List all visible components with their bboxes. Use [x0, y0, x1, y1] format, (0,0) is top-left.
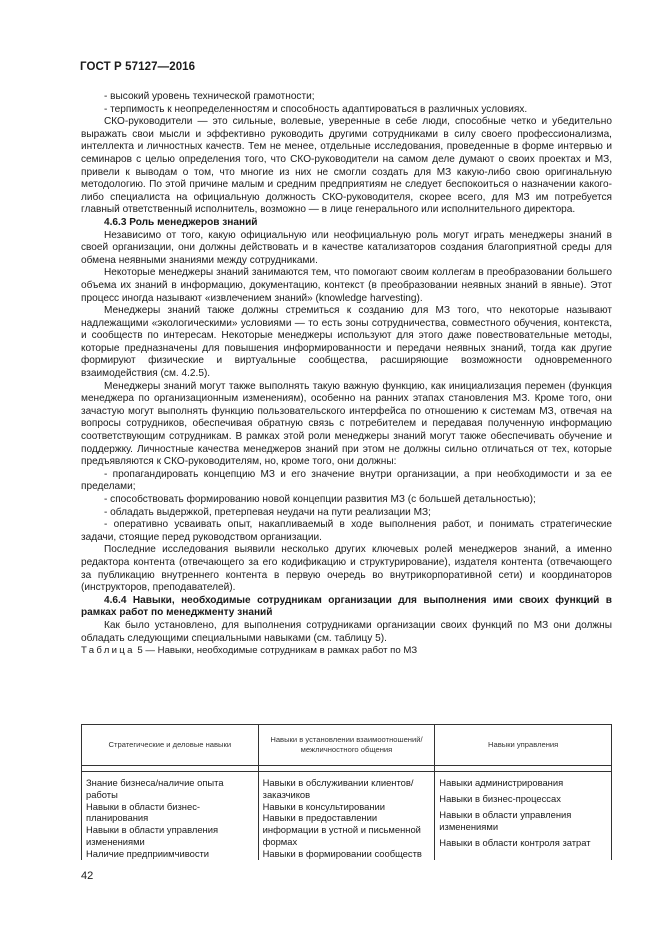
table-cell-item: Навыки в формировании сообществ — [262, 847, 422, 859]
section-heading-4-6-3: 4.6.3 Роль менеджеров знаний — [104, 216, 258, 228]
table-cell-item: Навыки администрирования — [439, 777, 564, 788]
table-caption-label: Таблица — [81, 645, 135, 657]
list-item: - оперативно усваивать опыт, накапливаемый в ходе выполнения работ, и понимать стратегические задачи, стоящие перед руководством организации. — [81, 519, 612, 543]
table-cell-item: Навыки в области управления изменениями — [86, 824, 219, 847]
table-cell-item: Навыки в бизнес-процессах — [439, 792, 561, 804]
main-text — [81, 91, 612, 658]
table-row — [82, 772, 612, 860]
table-cell-item: Наличие предприимчивости — [86, 847, 210, 859]
body-paragraph: Последние исследования выявили несколько других ключевых ролей менеджеров знаний, а именно редактора контента (отвечающего за его кодификацию и структурирование), издателя контента (отвечающего за публикацию внутреннего контента в первую очередь во внутрикорпоративной сети) и координаторов (инструкторов, преподавателей). — [81, 544, 612, 594]
body-paragraph: Менеджеры знаний также должны стремиться к созданию для МЗ того, что некоторые называют надлежащими «экологическими» условиями — то есть зоны сотрудничества, совместного обучения, контекста, и сообществ по интересам. Некоторые менеджеры используют для этого даже повествовательные методы, которые предназначены для повышения информированности и передачи неявных знаний, тогда как другие формируют физические и виртуальные сообщества, расширяющие возможности одновременного взаимодействия (см. 4.2.5). — [81, 305, 612, 380]
table-caption-text: 5 — Навыки, необходимые сотрудникам в рамках работ по МЗ — [134, 645, 418, 657]
list-item: - терпимость к неопределенностям и способность адаптироваться в различных условиях. — [104, 103, 528, 115]
table-cell-management — [435, 772, 612, 860]
table-caption — [81, 645, 612, 658]
table-cell-strategic — [82, 772, 259, 860]
table-header-row — [82, 725, 612, 766]
list-item: - высокий уровень технической грамотности; — [104, 91, 315, 102]
table-cell-interpersonal — [258, 772, 435, 860]
table-cell-item: Навыки в консультировании — [262, 800, 385, 812]
page-header-title: ГОСТ Р 57127—2016 — [80, 61, 196, 73]
body-paragraph: Менеджеры знаний могут также выполнять такую важную функцию, как инициализация перемен (функция менеджера по организационным изменениям), особенно на ранних этапах становления МЗ. Кроме того, они зачастую могут выполнять функцию пользовательского интерфейса по отношению к системам МЗ, отвечая на вопросы сотрудников, обеспечивая обратную связь с потребителем и передавая полученную информацию соответствующим сотрудникам. В рамках этой роли менеджеры знаний могут также обеспечивать обучение и поддержку. Личностные качества менеджеров знаний при этом не должны сильно отличаться от тех, которые предъявляются к СКО-руководителям, но, кроме того, они должны: — [81, 380, 612, 468]
section-heading-4-6-4: 4.6.4 Навыки, необходимые сотрудникам организации для выполнения ими своих функций в рамках работ по менеджменту знаний — [81, 594, 612, 619]
body-paragraph: Как было установлено, для выполнения сотрудниками организации своих функций по МЗ они должны обладать следующими специальными навыками (см. таблицу 5). — [81, 619, 612, 644]
list-item: - обладать выдержкой, претерпевая неудачи на пути реализации МЗ; — [104, 506, 431, 518]
table-header-cell: Стратегические и деловые навыки — [82, 725, 259, 766]
table-cell-item: Навыки в предоставлении информации в устной и письменной формах — [262, 812, 421, 847]
table-cell-item: Навыки в обслуживании клиентов/заказчиков — [262, 777, 414, 800]
skills-table — [81, 724, 612, 860]
list-item: - пропагандировать концепцию МЗ и его значение внутри организации, а при необходимости и за ее пределами; — [81, 468, 612, 493]
table-header-cell: Навыки управления — [435, 725, 612, 766]
page-number: 42 — [81, 870, 94, 882]
table-cell-item: Навыки в области управления изменениями — [439, 808, 572, 832]
table-cell-item: Знание бизнеса/наличие опыта работы — [86, 777, 224, 800]
table-cell-item: Навыки в области бизнес-планирования — [86, 800, 201, 824]
body-paragraph: Некоторые менеджеры знаний занимаются тем, что помогают своим коллегам в преобразовании большего объема их знаний в информацию, документацию, контекст (в преобразовании неявных знаний в явные). Этот процесс иногда называют «извлечением знаний» (knowledge harvesting). — [81, 267, 612, 304]
table-header-cell: Навыки в установлении взаимоотношений/межличностного общения — [258, 725, 435, 766]
body-paragraph: СКО-руководители — это сильные, волевые, уверенные в себе люди, способные четко и убедительно выражать свои мысли и эффективно руководить другими сотрудниками в силу своего профессионализма, интеллекта и личностных качеств. Тем не менее, отдельные исследования, проведенные в форме интервью и семинаров с целью определения того, что СКО-руководители на самом деле думают о своих проектах и МЗ, привели к выводам о том, что многие из них не смогли создать для МЗ какую-либо свою оригинальную методологию. По этой причине малым и средним предприятиям не следует беспокоиться о назначении какого-либо специалиста на официальную должность СКО-руководителя, скорее всего, для МЗ им потребуется главный ответственный исполнитель, возможно — в лице генерального или исполнительного директора. — [81, 116, 612, 216]
list-item: - способствовать формированию новой концепции развития МЗ (с большей детальностью); — [104, 494, 536, 505]
body-paragraph: Независимо от того, какую официальную или неофициальную роль могут играть менеджеры знаний в своей организации, они должны действовать и в качестве катализаторов создания благоприятной среды для обмена неявными знаниями между сотрудниками. — [81, 229, 612, 266]
table-cell-item: Навыки в области контроля затрат — [439, 836, 591, 848]
